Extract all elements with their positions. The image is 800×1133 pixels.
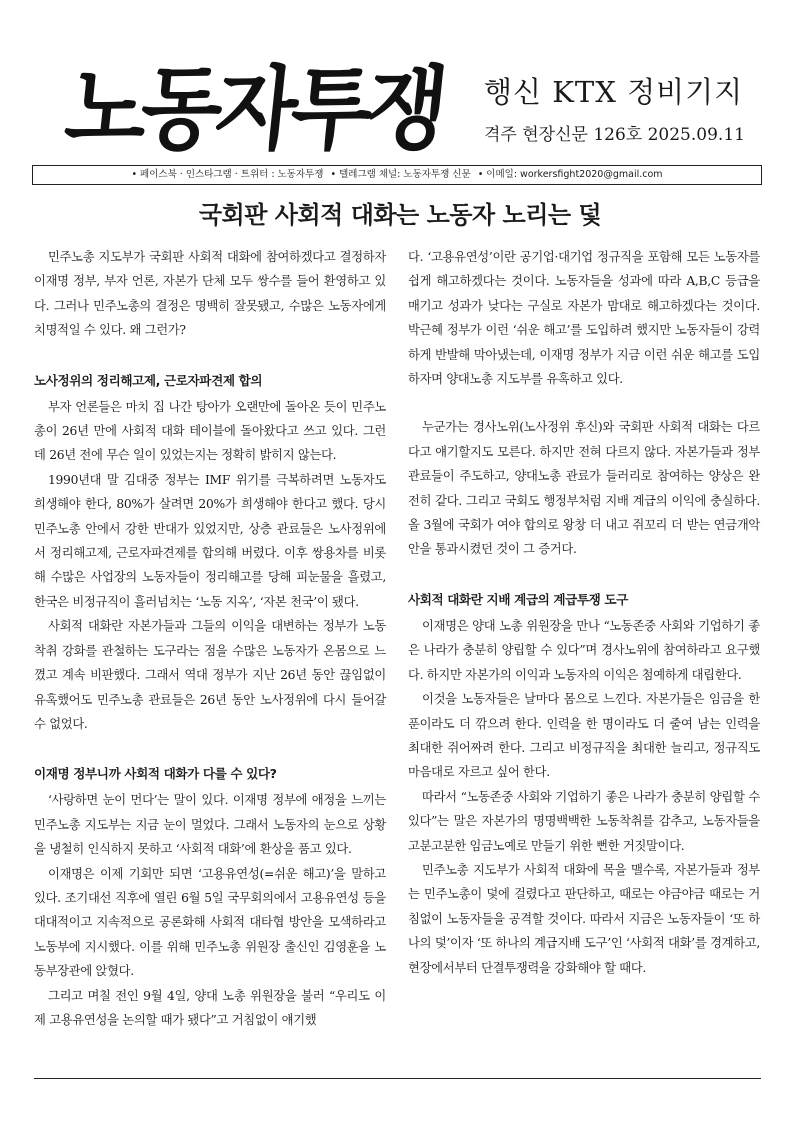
spacer <box>34 343 386 367</box>
paragraph: 1990년대 말 김대중 정부는 IMF 위기를 극복하려면 노동자도 희생해야 한다, 80%가 살려면 20%가 희생해야 한다고 했다. 당시 민주노총 안에서 강한 반대가 있었지만, 상층 관료들은 노사정위에서 정리해고제, 근로자파견제를 합의해 버렸다. 이후 쌍용차를 비롯해 수많은 사업장의 노동자들이 정리해고를 당해 피눈물을 흘렸고, 한국은 비정규직이 흘러넘치는 ‘노동 지옥’, ‘자본 천국’이 됐다. <box>34 472 386 609</box>
paragraph-continued: 다. ‘고용유연성’이란 공기업·대기업 정규직을 포함해 모든 노동자를 쉽게 해고하겠다는 것이다. 노동자들을 성과에 따라 A,B,C 등급을 매기고 성과가 낮다는 구실로 자본가 맘대로 해고하겠다는 것이다. 박근혜 정부가 이런 ‘쉬운 해고’를 도입하려 했지만 노동자들이 강력하게 반발해 막아냈는데, 이재명 정부가 지금 이런 쉬운 해고를 도입하자며 양대노총 지도부를 유혹하고 있다. <box>408 250 760 387</box>
article-column-left <box>34 245 386 1032</box>
contact-social: • 페이스북 · 인스타그램 · 트위터 : 노동자투쟁 <box>131 169 324 180</box>
section-heading: 이재명 정부니까 사회적 대화가 다를 수 있다? <box>34 766 277 782</box>
paragraph: 사회적 대화란 자본가들과 그들의 이익을 대변하는 정부가 노동 착취 강화를 관철하는 도구라는 점을 수많은 노동자가 온몸으로 느꼈고 계속 비판했다. 그래서 역대 정부가 지난 26년 동안 끊임없이 유혹했어도 민주노총 관료들은 26년 동안 노사정위에 다시 들어갈 수 없었다. <box>34 619 386 731</box>
contact-telegram: • 텔레그램 채널: 노동자투쟁 신문 <box>330 169 471 180</box>
footer-rule <box>34 1078 761 1079</box>
paragraph: 그리고 며칠 전인 9월 4일, 양대 노총 위원장을 불러 “우리도 이제 고용유연성을 논의할 때가 됐다”고 거침없이 얘기했 <box>34 988 386 1027</box>
paragraph: 이재명은 양대 노총 위원장을 만나 “노동존중 사회와 기업하기 좋은 나라가 충분히 양립할 수 있다”며 경사노위에 참여하라고 요구했다. 하지만 자본가의 이익과 노동자의 이익은 첨예하게 대립한다. <box>408 618 760 682</box>
section-heading: 노사정위의 정리해고제, 근로자파견제 합의 <box>34 372 263 388</box>
article-headline: 국회판 사회적 대화는 노동자 노리는 덫 <box>198 201 602 229</box>
paragraph: 이것을 노동자들은 날마다 몸으로 느낀다. 자본가들은 임금을 한 푼이라도 더 깎으려 한다. 인력을 한 명이라도 더 줄여 남는 인력을 최대한 쥐어짜려 한다. 그리고 비정규직을 최대한 늘리고, 정규직도 마음대로 자르고 싶어 한다. <box>408 692 760 780</box>
paragraph: ‘사랑하면 눈이 먼다’는 말이 있다. 이재명 정부에 애정을 느끼는 민주노총 지도부는 지금 눈이 멀었다. 그래서 노동자의 눈으로 상황을 냉철히 인식하지 못하고 ‘사회적 대화’에 환상을 품고 있다. <box>34 793 386 857</box>
paragraph: 따라서 “노동존중 사회와 기업하기 좋은 나라가 충분히 양립할 수 있다”는 말은 자본가의 명명백백한 노동착취를 감추고, 노동자들을 고분고분한 임금노예로 만들기 위한 뻔한 거짓말이다. <box>408 789 760 853</box>
spacer <box>34 736 386 760</box>
spacer <box>408 391 760 415</box>
paragraph: 누군가는 경사노위(노사정위 후신)와 국회판 사회적 대화는 다르다고 얘기할지도 모른다. 하지만 전혀 다르지 않다. 자본가들과 정부 관료들이 주도하고, 양대노총 관료가 들러리로 참여하는 양상은 완전히 같다. 그리고 국회도 행정부처럼 지배 계급의 이익에 충실하다. 올 3월에 국회가 여야 합의로 왕창 더 내고 쥐꼬리 더 받는 연금개악안을 통과시켰던 것이 그 증거다. <box>408 420 760 557</box>
section-heading: 사회적 대화란 지배 계급의 계급투쟁 도구 <box>408 591 628 607</box>
paragraph-intro: 민주노총 지도부가 국회판 사회적 대화에 참여하겠다고 결정하자 이재명 정부, 부자 언론, 자본가 단체 모두 쌍수를 들어 환영하고 있다. 그러나 민주노총의 결정은 명백히 잘못됐고, 수많은 노동자에게 치명적일 수 있다. 왜 그런가? <box>34 250 386 338</box>
issue-line: 격주 현장신문 126호 2025.09.11 <box>484 125 745 145</box>
article-column-right <box>408 245 760 980</box>
contact-bar <box>32 165 762 185</box>
paragraph: 이재명은 이제 기회만 되면 ‘고용유연성(=쉬운 해고)’을 말하고 있다. 조기대선 직후에 열린 6월 5일 국무회의에서 고용유연성 등을 대대적이고 지속적으로 공론화해 사회적 대타협 방안을 모색하라고 노동부에 지시했다. 이를 위해 민주노총 위원장 출신인 김영훈을 노동부장관에 앉혔다. <box>34 866 386 979</box>
spacer <box>408 562 760 586</box>
contact-email: • 이메일: workersfight2020@gmail.com <box>477 169 663 180</box>
paragraph: 부자 언론들은 마치 집 나간 탕아가 오랜만에 돌아온 듯이 민주노총이 26년 만에 사회적 대화 테이블에 돌아왔다고 쓰고 있다. 그런데 26년 전에 무슨 일이 있었는지는 정확히 밝히지 않는다. <box>34 399 386 463</box>
edition-title: 행신 KTX 정비기지 <box>484 75 744 109</box>
masthead-title: 노동자투쟁 <box>60 56 448 162</box>
masthead-logo <box>60 54 448 164</box>
paragraph: 민주노총 지도부가 사회적 대화에 목을 맬수록, 자본가들과 정부는 민주노총이 덫에 걸렸다고 판단하고, 때로는 야금야금 때로는 거침없이 노동자들을 공격할 것이다. 따라서 지금은 노동자들이 ‘또 하나의 덫’이자 ‘또 하나의 계급지배 도구’인 ‘사회적 대화’를 경계하고, 현장에서부터 단결투쟁력을 강화해야 할 때다. <box>408 862 760 975</box>
